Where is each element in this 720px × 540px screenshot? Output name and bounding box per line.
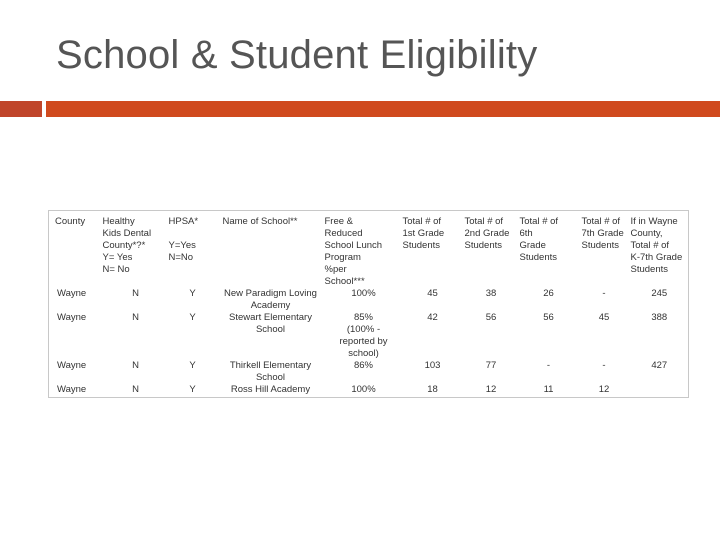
- header-first-grade: Total # of 1st Grade Students: [402, 216, 445, 251]
- cell-sixth-grade: 11: [543, 384, 554, 395]
- cell-sixth-grade: 56: [543, 312, 554, 323]
- cell-free-reduced-lunch: 100%: [351, 288, 376, 299]
- cell-first-grade: 45: [427, 288, 438, 299]
- cell-healthy-kids-dental: N: [132, 360, 139, 371]
- eligibility-table: [48, 210, 689, 398]
- cell-county: Wayne: [57, 360, 87, 371]
- header-row: [49, 211, 689, 289]
- header-county: County: [55, 216, 86, 227]
- table-row: [49, 312, 689, 360]
- header-seventh-grade: Total # of 7th Grade Students: [581, 216, 624, 251]
- accent-bar-left: [0, 101, 42, 117]
- cell-wayne-total: 427: [651, 360, 668, 371]
- cell-school-name: Ross Hill Academy: [230, 384, 311, 395]
- cell-seventh-grade: -: [602, 360, 606, 371]
- cell-seventh-grade: 12: [598, 384, 610, 395]
- cell-sixth-grade: 26: [543, 288, 554, 299]
- cell-sixth-grade: -: [546, 360, 551, 371]
- cell-hpsa: Y: [189, 312, 196, 323]
- accent-bar: [46, 101, 720, 117]
- cell-wayne-total: [631, 384, 689, 398]
- header-healthy-kids-dental: Healthy Kids Dental County*?* Y= Yes N= No: [102, 216, 152, 275]
- header-free-reduced-lunch: Free & Reduced School Lunch Program %per School***: [324, 216, 383, 287]
- cell-first-grade: 18: [427, 384, 438, 395]
- cell-second-grade: 12: [485, 384, 497, 395]
- table-row: [49, 384, 689, 398]
- cell-healthy-kids-dental: N: [132, 288, 139, 299]
- cell-healthy-kids-dental: N: [132, 312, 139, 323]
- cell-county: Wayne: [57, 288, 87, 299]
- header-school-name: Name of School**: [222, 216, 298, 227]
- cell-hpsa: Y: [189, 360, 196, 371]
- cell-hpsa: Y: [189, 384, 196, 395]
- cell-second-grade: 38: [485, 288, 497, 299]
- table-row: [49, 360, 689, 384]
- header-wayne-total: If in Wayne County, Total # of K-7th Grade Students: [630, 216, 683, 275]
- cell-second-grade: 56: [485, 312, 497, 323]
- cell-wayne-total: 245: [651, 288, 668, 299]
- cell-school-name: Stewart Elementary School: [229, 312, 312, 335]
- cell-school-name: New Paradigm Loving Academy: [224, 288, 317, 311]
- header-second-grade: Total # of 2nd Grade Students: [464, 216, 510, 251]
- cell-seventh-grade: -: [602, 288, 606, 299]
- header-sixth-grade: Total # of 6th Grade Students: [519, 216, 559, 263]
- header-hpsa: HPSA* Y=Yes N=No: [168, 216, 199, 263]
- table-row: [49, 288, 689, 312]
- cell-county: Wayne: [57, 312, 87, 323]
- cell-free-reduced-lunch: 100%: [351, 384, 376, 395]
- cell-first-grade: 42: [427, 312, 438, 323]
- cell-free-reduced-lunch: 85% (100% - reported by school): [339, 312, 388, 359]
- cell-free-reduced-lunch: 86%: [353, 360, 373, 371]
- cell-first-grade: 103: [424, 360, 441, 371]
- slide-title: School & Student Eligibility: [56, 33, 538, 77]
- cell-school-name: Thirkell Elementary School: [229, 360, 312, 383]
- cell-healthy-kids-dental: N: [132, 384, 139, 395]
- cell-hpsa: Y: [189, 288, 196, 299]
- cell-wayne-total: 388: [651, 312, 668, 323]
- cell-second-grade: 77: [485, 360, 497, 371]
- cell-seventh-grade: 45: [598, 312, 610, 323]
- cell-county: Wayne: [57, 384, 87, 395]
